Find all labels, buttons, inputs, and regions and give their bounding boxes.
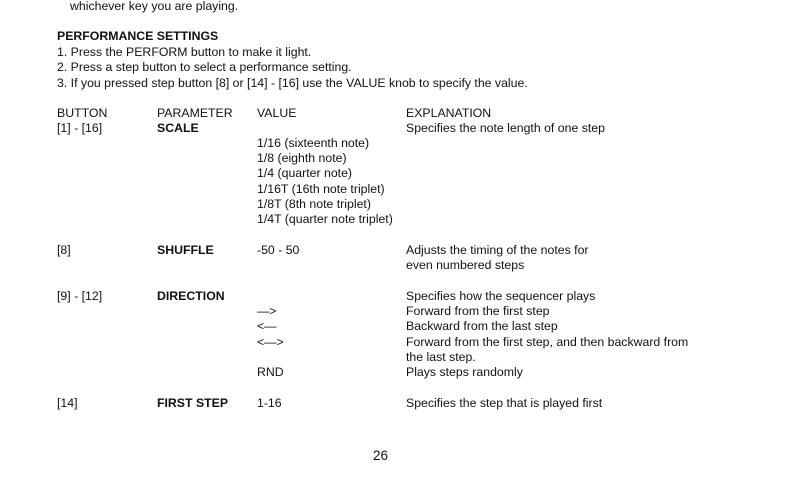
- scale-value: 1/16T (16th note triplet): [257, 182, 385, 196]
- scale-value: 1/8T (8th note triplet): [257, 197, 371, 211]
- direction-option-explanation: Plays steps randomly: [406, 365, 523, 379]
- header-value: VALUE: [257, 106, 297, 120]
- shuffle-explanation: Adjusts the timing of the notes for: [406, 243, 589, 257]
- shuffle-value: -50 - 50: [257, 243, 300, 257]
- intro-text: whichever key you are playing.: [70, 0, 239, 13]
- first-step-button: [14]: [57, 396, 78, 410]
- shuffle-parameter: SHUFFLE: [157, 243, 214, 257]
- first-step-explanation: Specifies the step that is played first: [406, 396, 603, 410]
- direction-option-value: <—: [257, 319, 277, 333]
- direction-parameter: DIRECTION: [157, 289, 225, 303]
- scale-value: 1/16 (sixteenth note): [257, 136, 370, 150]
- direction-explanation: Specifies how the sequencer plays: [406, 289, 596, 303]
- direction-option-explanation: Forward from the first step, and then backward from: [406, 335, 689, 349]
- direction-option-explanation: Backward from the last step: [406, 319, 558, 333]
- scale-parameter: SCALE: [157, 121, 199, 135]
- scale-value: 1/4 (quarter note): [257, 166, 353, 180]
- page-number: 26: [373, 448, 389, 463]
- section-title: PERFORMANCE SETTINGS: [57, 29, 219, 43]
- direction-button: [9] - [12]: [57, 289, 103, 303]
- scale-explanation: Specifies the note length of one step: [406, 121, 605, 135]
- instruction-step: 3. If you pressed step button [8] or [14] - [16] use the VALUE knob to specify the value.: [57, 76, 528, 90]
- direction-option-explanation: Forward from the first step: [406, 304, 550, 318]
- direction-option-value: RND: [257, 365, 284, 379]
- shuffle-button: [8]: [57, 243, 71, 257]
- direction-option-value: —>: [257, 304, 277, 318]
- instruction-step: 2. Press a step button to select a performance setting.: [57, 60, 352, 74]
- header-parameter: PARAMETER: [157, 106, 233, 120]
- first-step-parameter: FIRST STEP: [157, 396, 229, 410]
- first-step-value: 1-16: [257, 396, 282, 410]
- scale-button: [1] - [16]: [57, 121, 103, 135]
- direction-option-value: <—>: [257, 335, 284, 349]
- instruction-step: 1. Press the PERFORM button to make it light.: [57, 45, 312, 59]
- direction-option-explanation: the last step.: [406, 350, 476, 364]
- scale-value: 1/4T (quarter note triplet): [257, 212, 393, 226]
- header-explanation: EXPLANATION: [406, 106, 492, 120]
- scale-value: 1/8 (eighth note): [257, 151, 347, 165]
- shuffle-explanation: even numbered steps: [406, 258, 525, 272]
- header-button: BUTTON: [57, 106, 108, 120]
